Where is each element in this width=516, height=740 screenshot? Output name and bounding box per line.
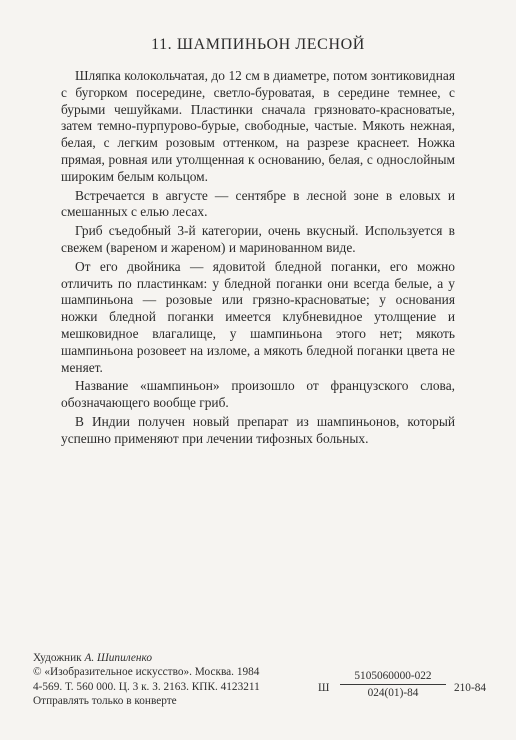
code-fraction (340, 670, 446, 699)
print-info-line: 4-569. Т. 560 000. Ц. 3 к. З. 2163. КПК. 4123211 (33, 680, 260, 693)
code-prefix: Ш (318, 682, 330, 694)
imprint-block (33, 651, 260, 709)
paragraph-edibility: Гриб съедобный 3-й категории, очень вкусный. Используется в свежем (вареном и жареном) и маринованном виде. (61, 223, 455, 255)
paragraph-cap-description: Шляпка колокольчатая, до 12 см в диаметре, потом зонтиковидная с бугорком посередине, светло-буроватая, в середине темнее, с бурыми чешуйками. Пластинки сначала грязновато-красноватые, затем темно-пурпурово-бурые, свободные, частые. Мякоть нежная, белая, с легким розовым оттенком, на разрезе краснеет. Ножка прямая, ровная или утолщенная к основанию, белая, с однослойным широким белым кольцом. (61, 68, 455, 184)
code-suffix: 210-84 (454, 682, 487, 694)
artist-label: Художник (33, 652, 82, 664)
code-numerator: 5105060000-022 (340, 670, 446, 685)
page-title: 11. ШАМПИНЬОН ЛЕСНОЙ (151, 36, 365, 53)
paragraph-name-origin: Название «шампиньон» произошло от французского слова, обозначающего вообще гриб. (61, 378, 455, 411)
publisher-line: © «Изобразительное искусство». Москва. 1984 (33, 666, 260, 679)
code-denominator: 024(01)-84 (367, 687, 419, 699)
paragraph-lookalike: От его двойника — ядовитой бледной поганки, его можно отличить по пластинкам: у бледной поганки они всегда белые, а у шампиньона — розовые или грязно-красноватые; у основания ножки бледной поганки имеется клубневидное утолщение и мешковидное влагалище, у шампиньона этого нет; мякоть шампиньона розовеет на изломе, а мякоть бледной поганки цвета не меняет. (61, 258, 455, 375)
mailing-note: Отправлять только в конверте (33, 695, 177, 708)
artist-name: А. Шипиленко (84, 652, 153, 664)
artist-credit (33, 651, 260, 665)
catalog-code (318, 670, 488, 706)
paragraph-medical-use: В Индии получен новый препарат из шампиньонов, который успешно применяют при лечении тифозных больных. (61, 413, 455, 446)
description-text (61, 68, 455, 450)
paragraph-habitat: Встречается в августе — сентябре в лесной зоне в еловых и смешанных с елью лесах. (61, 187, 455, 220)
